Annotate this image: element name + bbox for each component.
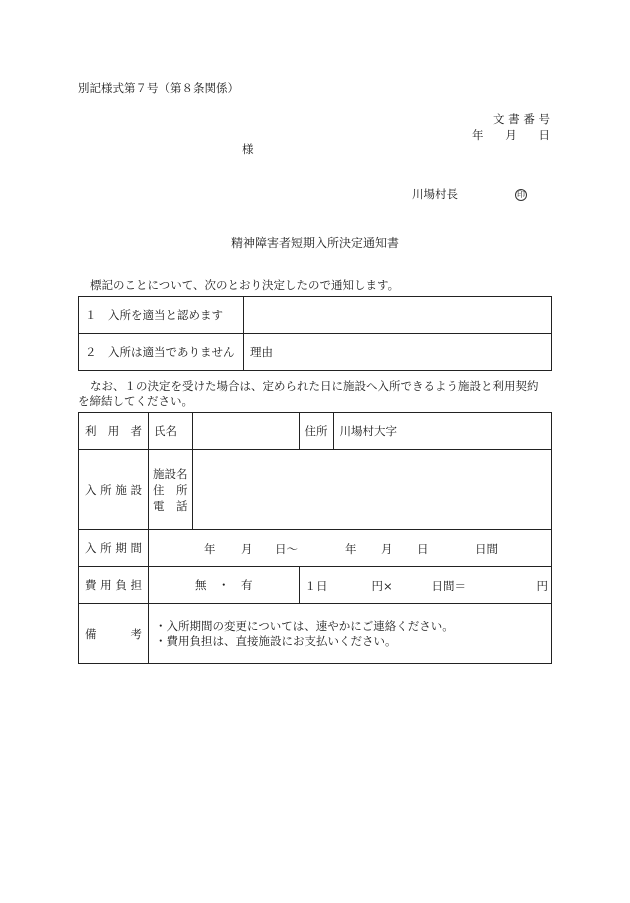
address-field[interactable]: 川場村大字 bbox=[333, 413, 552, 450]
facility-phone-label: 電 話 bbox=[153, 498, 188, 513]
facility-label: 入 所 施 設 bbox=[79, 450, 149, 530]
decision-approve: １ 入所を適当と認めます bbox=[79, 297, 244, 334]
cost-field[interactable]: １日 円× 日間＝ 円 bbox=[299, 567, 552, 604]
address-label: 住所 bbox=[299, 413, 333, 450]
decision-reason-field[interactable]: 理由 bbox=[244, 334, 552, 371]
date-label: 年 月 日 bbox=[472, 128, 550, 142]
name-field[interactable] bbox=[192, 413, 299, 450]
addressee-suffix: 様 bbox=[242, 142, 254, 156]
issuer: 川場村長 bbox=[412, 187, 458, 201]
cost-options[interactable]: 無 ・ 有 bbox=[149, 567, 300, 604]
user-label: 利 用 者 bbox=[79, 413, 149, 450]
decision-table bbox=[78, 296, 552, 371]
seal-mark: 印 bbox=[517, 190, 525, 199]
period-label: 入 所 期 間 bbox=[79, 530, 149, 567]
facility-address-label: 住 所 bbox=[153, 482, 188, 497]
details-table bbox=[78, 412, 552, 664]
form-reference: 別記様式第７号（第８条関係） bbox=[78, 81, 239, 95]
facility-field[interactable] bbox=[192, 450, 552, 530]
name-label: 氏名 bbox=[149, 413, 193, 450]
document-number-label: 文 書 番 号 bbox=[493, 112, 550, 126]
period-field[interactable]: 年 月 日～ 年 月 日 日間 bbox=[149, 530, 552, 567]
remark-2: ・費用負担は、直接施設にお支払いください。 bbox=[155, 633, 397, 648]
note-line-1: なお、１の決定を受けた場合は、定められた日に施設へ入所できるよう施設と利用契約 bbox=[90, 379, 539, 393]
cost-label: 費 用 負 担 bbox=[79, 567, 149, 604]
facility-sub-labels bbox=[149, 450, 193, 530]
decision-approve-field[interactable] bbox=[244, 297, 552, 334]
intro-text: 標記のことについて、次のとおり決定したので通知します。 bbox=[90, 278, 400, 292]
document-title: 精神障害者短期入所決定通知書 bbox=[230, 236, 399, 250]
decision-deny: ２ 入所は適当でありません bbox=[79, 334, 244, 371]
remarks-field bbox=[149, 604, 552, 664]
remark-1: ・入所期間の変更については、速やかにご連絡ください。 bbox=[155, 618, 454, 633]
note-line-2: を締結してください。 bbox=[78, 394, 193, 408]
remarks-label: 備 考 bbox=[79, 604, 149, 664]
facility-name-label: 施設名 bbox=[153, 466, 188, 481]
